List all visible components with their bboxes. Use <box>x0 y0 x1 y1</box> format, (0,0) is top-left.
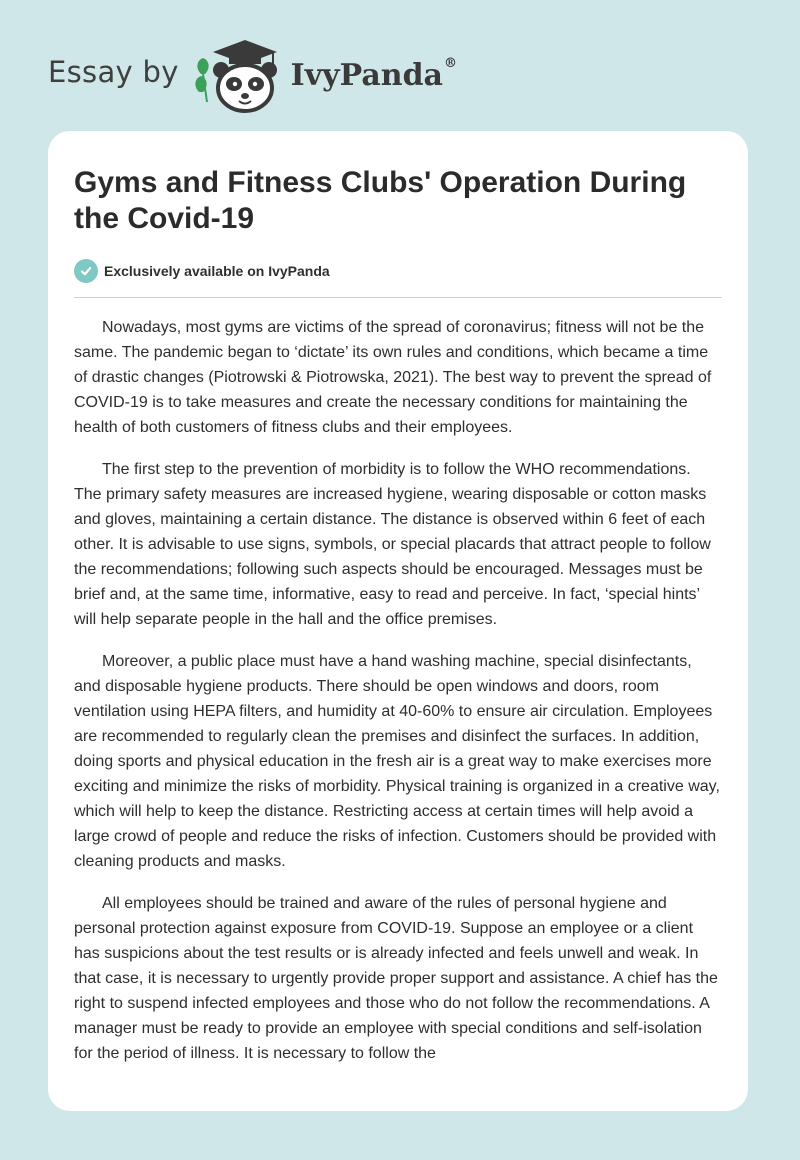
paragraph: Moreover, a public place must have a hand washing machine, special disinfectants, and disposable hygiene products. There should be open windows and doors, room ventilation using HEPA filters, and humidity at 40-60% to ensure air circulation. Employees are recommended to regularly clean the premises and disinfect the surfaces. In addition, doing sports and physical education in the fresh air is a great way to make exercises more exciting and minimize the risks of morbidity. Physical training is organized in a creative way, which will help to keep the distance. Restricting access at certain times will help avoid a large crowd of people and reduce the risks of infection. Customers should be provided with cleaning products and masks. <box>74 653 720 870</box>
essay-by-label: Essay by <box>48 55 179 89</box>
ivypanda-brand-name[interactable] <box>290 55 457 93</box>
essay-title: Gyms and Fitness Clubs' Operation During the Covid-19 <box>74 166 687 235</box>
ivypanda-panda-logo-icon[interactable] <box>193 34 285 114</box>
divider <box>74 297 722 298</box>
exclusive-badge <box>74 259 722 283</box>
checkmark-icon <box>74 259 98 283</box>
paragraph: All employees should be trained and aware of the rules of personal hygiene and personal protection against exposure from COVID-19. Suppose an employee or a client has suspicions about the test results or is already infected and feels unwell and weak. In that case, it is necessary to urgently provide proper support and assistance. A chief has the right to suspend infected employees and those who do not follow the recommendations. A manager must be ready to provide an employee with special conditions and self-isolation for the period of illness. It is necessary to follow the <box>74 895 718 1062</box>
paragraph: Nowadays, most gyms are victims of the spread of coronavirus; fitness will not be the same. The pandemic began to ‘dictate’ its own rules and conditions, which became a time of drastic changes (Piotrowski & Piotrowska, 2021). The best way to prevent the spread of COVID-19 is to take measures and create the necessary conditions for maintaining the health of both customers of fitness clubs and their employees. <box>74 319 712 436</box>
registered-mark: ® <box>444 55 457 71</box>
site-header <box>48 34 457 114</box>
essay-card <box>48 131 748 1111</box>
brand-text: IvyPanda <box>290 57 443 93</box>
exclusive-badge-text: Exclusively available on IvyPanda <box>104 263 330 279</box>
paragraph: The first step to the prevention of morbidity is to follow the WHO recommendations. The primary safety measures are increased hygiene, wearing disposable or cotton masks and gloves, maintaining a certain distance. The distance is observed within 6 feet of each other. It is advisable to use signs, symbols, or special placards that attract people to follow the recommendations; following such aspects should be encouraged. Messages must be brief and, at the same time, informative, easy to read and perceive. In fact, ‘special hints’ will help separate people in the hall and the office premises. <box>74 461 711 628</box>
essay-body <box>74 315 722 1066</box>
